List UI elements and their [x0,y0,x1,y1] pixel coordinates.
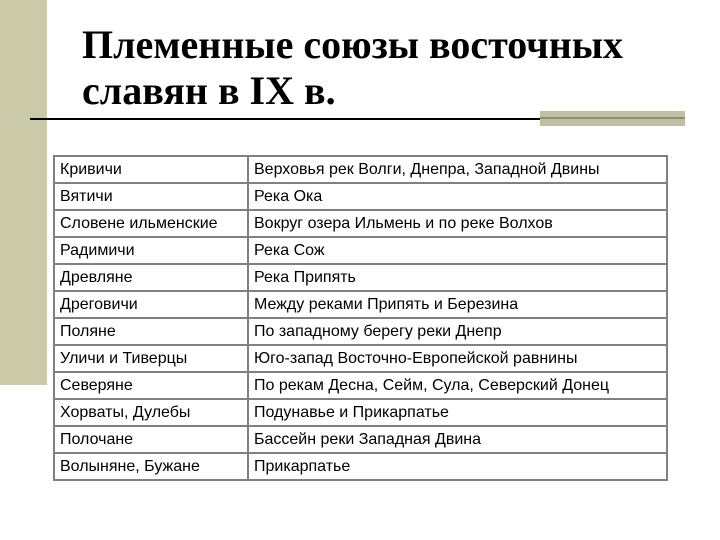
slide-title-line-2: славян в IX в. [82,68,336,113]
tribe-region-cell: Река Ока [248,183,667,210]
tribe-name-cell: Радимичи [54,237,248,264]
tribes-table-container [53,155,666,481]
tribe-region-cell: Между реками Припять и Березина [248,291,667,318]
table-row [54,372,667,399]
tribe-region-cell: Река Сож [248,237,667,264]
tribe-region-cell: Прикарпатье [248,453,667,480]
tribe-name-cell: Вятичи [54,183,248,210]
tribe-region-cell: Юго-запад Восточно-Европейской равнины [248,345,667,372]
tribe-name-cell: Уличи и Тиверцы [54,345,248,372]
tribe-name-cell: Древляне [54,264,248,291]
tribe-region-cell: По западному берегу реки Днепр [248,318,667,345]
slide-title-line-1: Племенные союзы восточных [82,22,624,67]
table-row [54,345,667,372]
title-underline [30,118,540,120]
tribe-region-cell: Подунавье и Прикарпатье [248,399,667,426]
tribe-name-cell: Хорваты, Дулебы [54,399,248,426]
slide-title [82,22,702,114]
table-row [54,291,667,318]
tribe-region-cell: По рекам Десна, Сейм, Сула, Северский Донец [248,372,667,399]
table-row [54,237,667,264]
table-row [54,426,667,453]
tribe-name-cell: Дреговичи [54,291,248,318]
tribe-name-cell: Поляне [54,318,248,345]
decorative-side-bar [0,0,47,385]
table-row [54,183,667,210]
tribe-name-cell: Волыняне, Бужане [54,453,248,480]
decorative-rule-block-line [540,117,685,119]
table-row [54,399,667,426]
table-row [54,264,667,291]
table-row [54,156,667,183]
tribe-region-cell: Верховья рек Волги, Днепра, Западной Двины [248,156,667,183]
tribe-name-cell: Кривичи [54,156,248,183]
table-row [54,318,667,345]
tribe-name-cell: Полочане [54,426,248,453]
table-row [54,210,667,237]
tribe-region-cell: Река Припять [248,264,667,291]
tribe-name-cell: Северяне [54,372,248,399]
table-row [54,453,667,480]
tribes-table [53,155,668,481]
tribe-name-cell: Словене ильменские [54,210,248,237]
tribe-region-cell: Вокруг озера Ильмень и по реке Волхов [248,210,667,237]
tribe-region-cell: Бассейн реки Западная Двина [248,426,667,453]
tribes-table-body [54,156,667,480]
